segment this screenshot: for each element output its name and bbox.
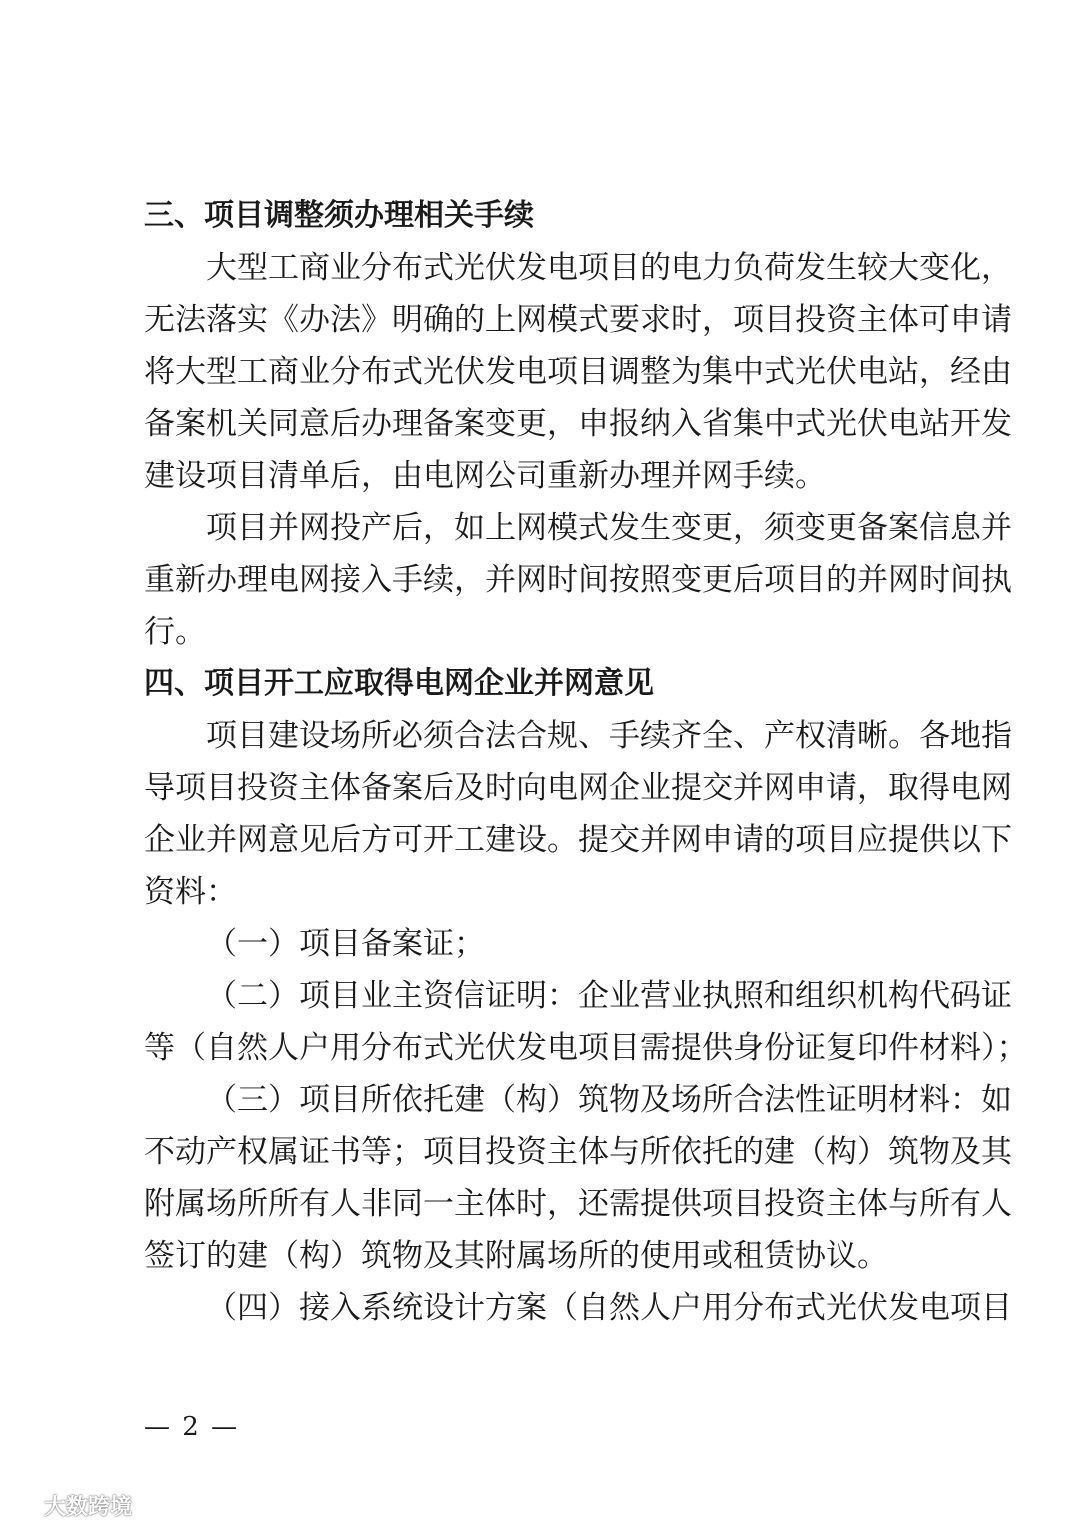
paragraph-line: 签订的建（构）筑物及其附属场所的使用或租赁协议。 xyxy=(144,1238,888,1274)
paragraph-line: 无法落实《办法》明确的上网模式要求时，项目投资主体可申请 xyxy=(144,302,1012,338)
paragraph-line: 项目建设场所必须合法合规、手续齐全、产权清晰。各地指 xyxy=(206,718,1012,754)
document-body xyxy=(144,190,1028,1334)
section-heading-4: 四、项目开工应取得电网企业并网意见 xyxy=(144,666,654,701)
list-item: （四）接入系统设计方案（自然人户用分布式光伏发电项目 xyxy=(206,1290,1012,1326)
paragraph-line: 大型工商业分布式光伏发电项目的电力负荷发生较大变化， xyxy=(206,250,1012,286)
paragraph-line: 等（自然人户用分布式光伏发电项目需提供身份证复印件材料）； xyxy=(144,1030,1028,1066)
list-item: （三）项目所依托建（构）筑物及场所合法性证明材料：如 xyxy=(206,1082,1012,1118)
paragraph-line: 企业并网意见后方可开工建设。提交并网申请的项目应提供以下 xyxy=(144,822,1012,858)
paragraph-line: 重新办理电网接入手续，并网时间按照变更后项目的并网时间执 xyxy=(144,562,1012,598)
paragraph-line: 备案机关同意后办理备案变更，申报纳入省集中式光伏电站开发 xyxy=(144,406,1012,442)
section-heading-3: 三、项目调整须办理相关手续 xyxy=(144,198,534,233)
list-item: （一）项目备案证； xyxy=(206,926,485,962)
watermark xyxy=(6,1490,132,1521)
paragraph-line: 不动产权属证书等；项目投资主体与所依托的建（构）筑物及其 xyxy=(144,1134,1012,1170)
paragraph-line: 附属场所所有人非同一主体时，还需提供项目投资主体与所有人 xyxy=(144,1186,1012,1222)
paragraph-line: 行。 xyxy=(144,614,206,650)
chat-bubble-icon xyxy=(6,1495,40,1517)
paragraph-line: 导项目投资主体备案后及时向电网企业提交并网申请，取得电网 xyxy=(144,770,1012,806)
page-number: — 2 — xyxy=(144,1412,240,1442)
paragraph-line: 项目并网投产后，如上网模式发生变更，须变更备案信息并 xyxy=(206,510,1012,546)
paragraph-line: 建设项目清单后，由电网公司重新办理并网手续。 xyxy=(144,458,826,494)
paragraph-line: 将大型工商业分布式光伏发电项目调整为集中式光伏电站，经由 xyxy=(144,354,1012,390)
watermark-text: 大数跨境 xyxy=(44,1495,133,1520)
list-item: （二）项目业主资信证明：企业营业执照和组织机构代码证 xyxy=(206,978,1012,1014)
paragraph-line: 资料： xyxy=(144,874,237,910)
